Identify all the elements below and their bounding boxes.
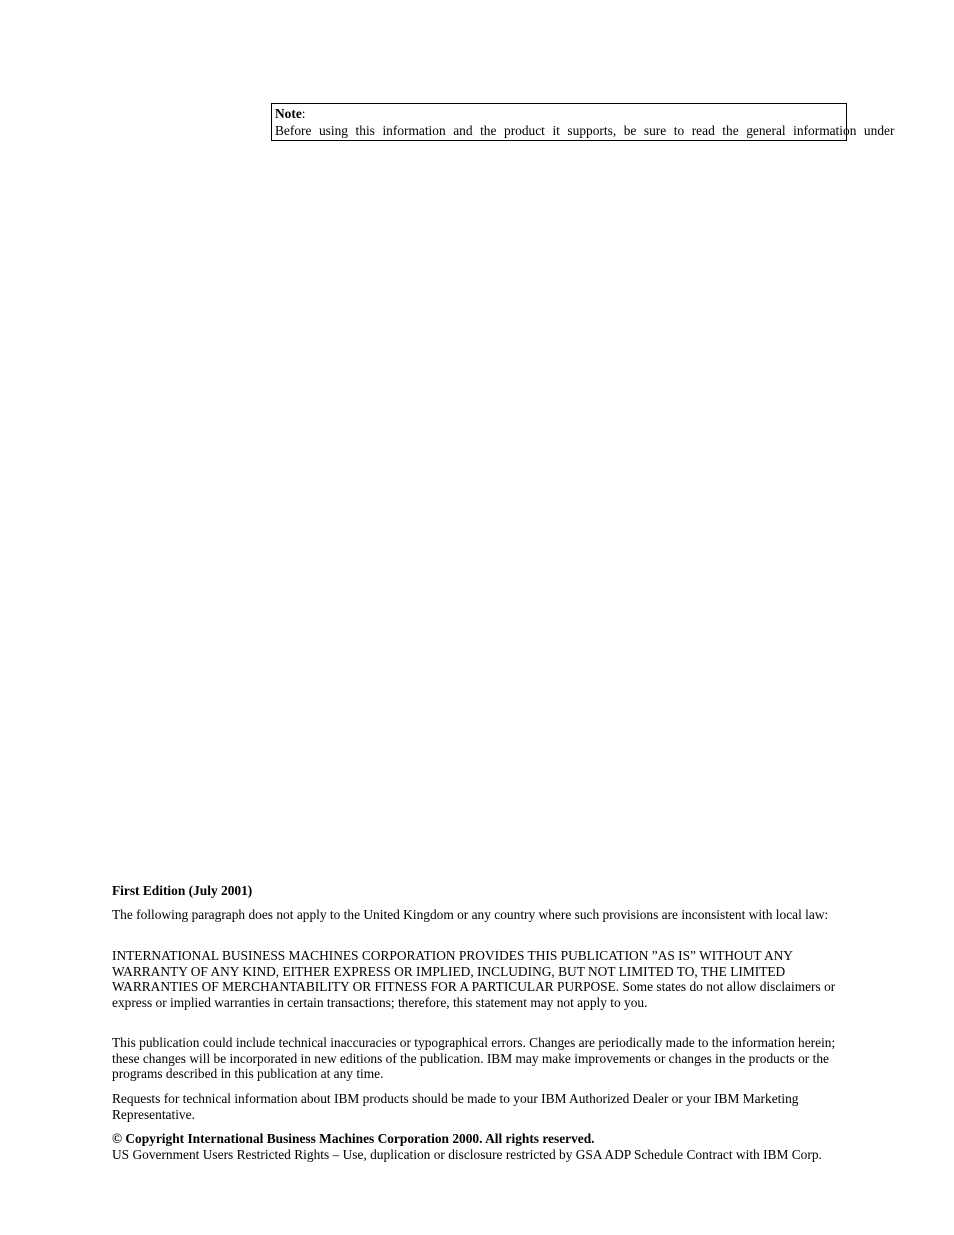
note-text: Before using this information and the product it supports, be sure to read the general information under bbox=[275, 123, 895, 138]
note-label-suffix: : bbox=[301, 106, 306, 121]
technical-inaccuracies-paragraph: This publication could include technical inaccuracies or typographical errors. Changes are periodically made to the information herein; these changes will be incorporated in new editions of the publication. IBM may make improvements or changes in the products or the programs described in this publication at any time. bbox=[112, 1035, 836, 1082]
technical-requests-paragraph: Requests for technical information about IBM products should be made to your IBM Authorized Dealer or your IBM Marketing Representative. bbox=[112, 1091, 799, 1122]
restricted-rights-notice: US Government Users Restricted Rights – Use, duplication or disclosure restricted by GSA ADP Schedule Contract with IBM Corp. bbox=[112, 1146, 822, 1162]
copyright-notice: © Copyright International Business Machines Corporation 2000. All rights reserved. bbox=[112, 1131, 595, 1146]
edition-title: First Edition (July 2001) bbox=[112, 883, 253, 898]
warranty-disclaimer-paragraph: INTERNATIONAL BUSINESS MACHINES CORPORATION PROVIDES THIS PUBLICATION ”AS IS” WITHOUT ANY WARRANTY OF ANY KIND, EITHER EXPRESS OR IMPLIED, INCLUDING, BUT NOT LIMITED TO, THE LIMITED WARRANTIES OF MERCHANTABILITY OR FITNESS FOR A PARTICULAR PURPOSE. Some states do not allow disclaimers or express or implied warranties in certain transactions; therefore, this statement may not apply to you. bbox=[112, 948, 836, 1010]
copyright-block bbox=[112, 1131, 842, 1162]
note-box bbox=[271, 103, 895, 141]
uk-disclaimer-paragraph: The following paragraph does not apply to the United Kingdom or any country where such provisions are inconsistent with local law: bbox=[112, 907, 829, 922]
note-label: Note bbox=[275, 106, 302, 121]
note-heading bbox=[275, 105, 843, 122]
